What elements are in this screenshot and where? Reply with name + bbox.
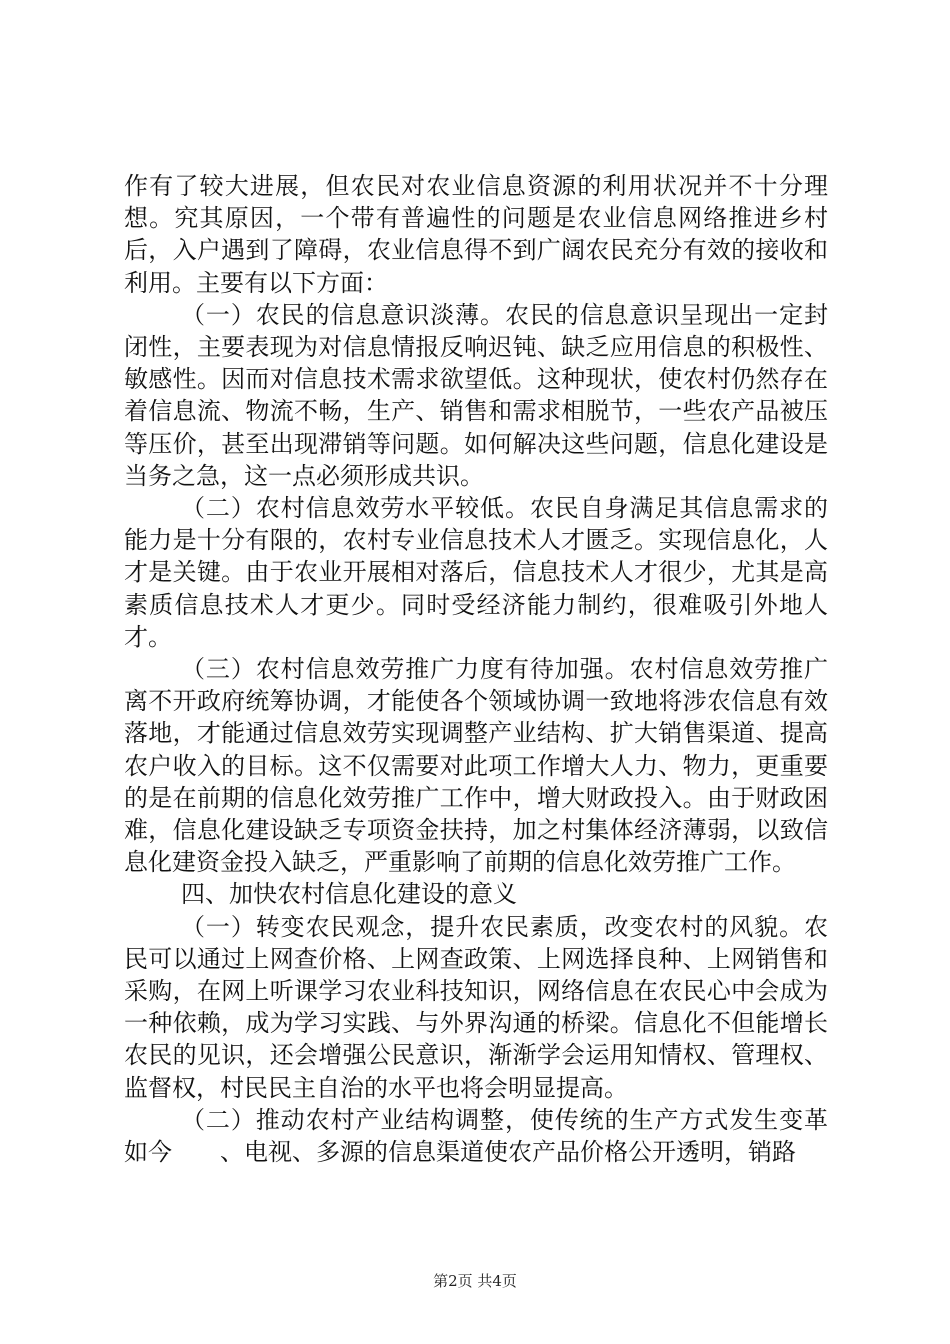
paragraph-section-1-1: （一）农民的信息意识淡薄。农民的信息意识呈现出一定封闭性，主要表现为对信息情报反响迟钝、缺乏应用信息的积极性、敏感性。因而对信息技术需求欲望低。这种现状，使农村仍然存在着信息流、物流不畅，生产、销售和需求相脱节，一些农产品被压等压价，甚至出现滞销等问题。如何解决这些问题，信息化建设是当务之急，这一点必须形成共识。: [124, 300, 828, 490]
section-heading-4: 四、加快农村信息化建设的意义: [181, 880, 517, 909]
paragraph-continuation: 作有了较大进展，但农民对农业信息资源的利用状况并不十分理想。究其原因，一个带有普遍性的问题是农业信息网络推进乡村后，入户遇到了障碍，农业信息得不到广阔农民充分有效的接收和利用。主要有以下方面：: [124, 172, 828, 297]
paragraph-section-1-2: （二）农村信息效劳水平较低。农民自身满足其信息需求的能力是十分有限的，农村专业信息技术人才匮乏。实现信息化，人才是关键。由于农业开展相对落后，信息技术人才很少，尤其是高素质信息技术人才更少。同时受经济能力制约，很难吸引外地人才。: [124, 494, 828, 651]
page-number-footer: 第2页 共4页: [433, 1272, 517, 1290]
paragraph-section-4-2: （二）推动农村产业结构调整，使传统的生产方式发生变革如今 、电视、多源的信息渠道使农产品价格公开透明，销路: [124, 1105, 828, 1167]
document-body: [124, 170, 828, 1168]
paragraph-section-4-1: （一）转变农民观念，提升农民素质，改变农村的风貌。农民可以通过上网查价格、上网查政策、上网选择良种、上网销售和采购，在网上听课学习农业科技知识，网络信息在农民心中会成为一种依赖，成为学习实践、与外界沟通的桥梁。信息化不但能增长农民的见识，还会增强公民意识，渐渐学会运用知情权、管理权、监督权，村民民主自治的水平也将会明显提高。: [124, 912, 828, 1102]
paragraph-section-1-3: （三）农村信息效劳推广力度有待加强。农村信息效劳推广离不开政府统筹协调，才能使各个领域协调一致地将涉农信息有效落地，才能通过信息效劳实现调整产业结构、扩大销售渠道、提高农户收入的目标。这不仅需要对此项工作增大人力、物力，更重要的是在前期的信息化效劳推广工作中，增大财政投入。由于财政困难，信息化建设缺乏专项资金扶持，加之村集体经济薄弱，以致信息化建资金投入缺乏，严重影响了前期的信息化效劳推广工作。: [124, 655, 828, 877]
